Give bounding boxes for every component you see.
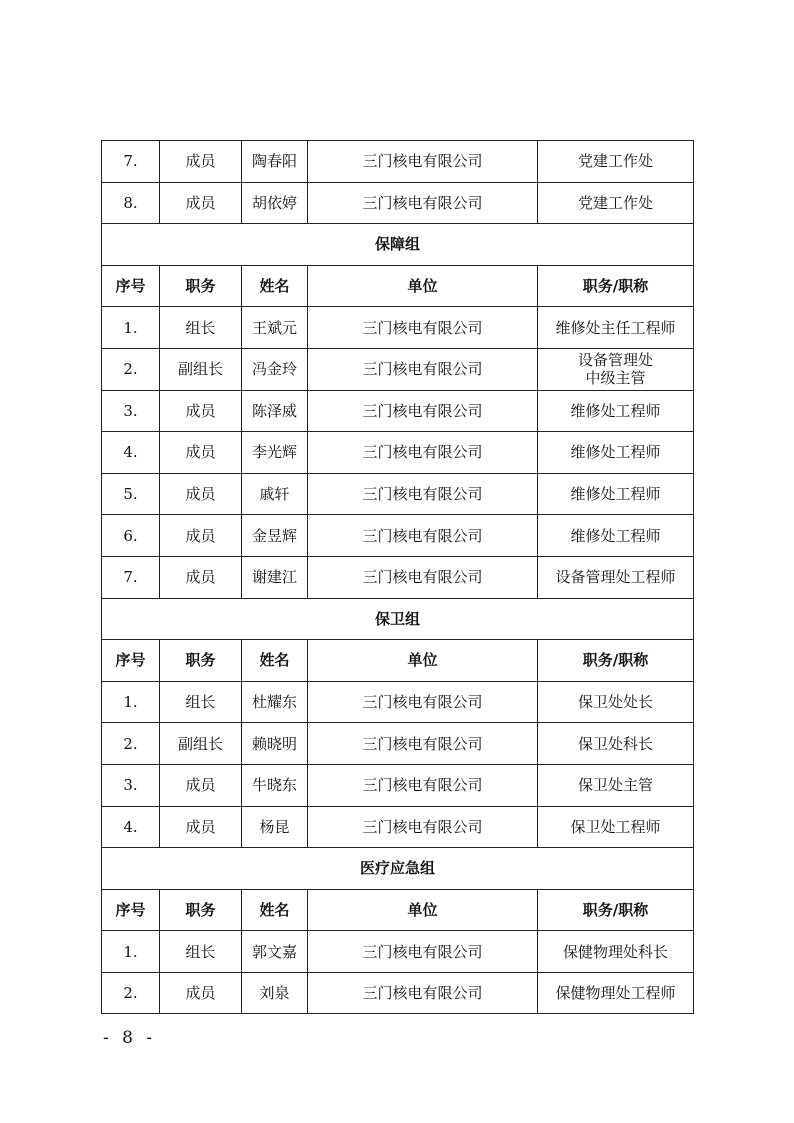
section-title-row xyxy=(102,224,694,266)
cell-title: 维修处工程师 xyxy=(538,515,694,557)
section-title: 医疗应急组 xyxy=(102,848,694,890)
cell-num: 4. xyxy=(102,806,160,848)
header-name: 姓名 xyxy=(242,265,308,307)
header-name: 姓名 xyxy=(242,640,308,682)
header-org: 单位 xyxy=(308,889,538,931)
cell-role: 副组长 xyxy=(160,723,242,765)
header-role: 职务 xyxy=(160,889,242,931)
cell-org: 三门核电有限公司 xyxy=(308,182,538,224)
header-title: 职务/职称 xyxy=(538,889,694,931)
cell-name: 郭文嘉 xyxy=(242,931,308,973)
cell-num: 7. xyxy=(102,141,160,183)
header-num: 序号 xyxy=(102,889,160,931)
table-row xyxy=(102,432,694,474)
cell-num: 3. xyxy=(102,764,160,806)
cell-title: 维修处主任工程师 xyxy=(538,307,694,349)
cell-org: 三门核电有限公司 xyxy=(308,141,538,183)
table-row xyxy=(102,348,694,390)
table-row xyxy=(102,681,694,723)
cell-title-line: 中级主管 xyxy=(585,369,646,388)
cell-org: 三门核电有限公司 xyxy=(308,723,538,765)
cell-role: 成员 xyxy=(160,390,242,432)
header-role: 职务 xyxy=(160,640,242,682)
cell-name: 杜耀东 xyxy=(242,681,308,723)
cell-org: 三门核电有限公司 xyxy=(308,931,538,973)
cell-name: 赖晓明 xyxy=(242,723,308,765)
cell-role: 副组长 xyxy=(160,348,242,390)
section-title: 保障组 xyxy=(102,224,694,266)
section-title: 保卫组 xyxy=(102,598,694,640)
cell-title: 保卫处科长 xyxy=(538,723,694,765)
header-row xyxy=(102,640,694,682)
cell-org: 三门核电有限公司 xyxy=(308,348,538,390)
cell-title-line: 设备管理处 xyxy=(577,351,653,370)
cell-title: 党建工作处 xyxy=(538,141,694,183)
header-org: 单位 xyxy=(308,640,538,682)
table-row xyxy=(102,806,694,848)
header-title: 职务/职称 xyxy=(538,265,694,307)
cell-role: 组长 xyxy=(160,931,242,973)
cell-name: 陈泽威 xyxy=(242,390,308,432)
cell-role: 成员 xyxy=(160,515,242,557)
header-org: 单位 xyxy=(308,265,538,307)
cell-name: 刘泉 xyxy=(242,972,308,1014)
cell-name: 戚轩 xyxy=(242,473,308,515)
cell-org: 三门核电有限公司 xyxy=(308,432,538,474)
header-title: 职务/职称 xyxy=(538,640,694,682)
cell-org: 三门核电有限公司 xyxy=(308,681,538,723)
cell-org: 三门核电有限公司 xyxy=(308,473,538,515)
section-title-row xyxy=(102,598,694,640)
cell-title: 党建工作处 xyxy=(538,182,694,224)
header-name: 姓名 xyxy=(242,889,308,931)
cell-title: 保卫处工程师 xyxy=(538,806,694,848)
table-row xyxy=(102,515,694,557)
cell-num: 3. xyxy=(102,390,160,432)
cell-name: 金昱辉 xyxy=(242,515,308,557)
roster-body xyxy=(102,141,694,1014)
cell-num: 1. xyxy=(102,307,160,349)
cell-name: 谢建江 xyxy=(242,556,308,598)
cell-num: 1. xyxy=(102,931,160,973)
table-row xyxy=(102,141,694,183)
cell-title: 维修处工程师 xyxy=(538,432,694,474)
cell-title xyxy=(538,348,694,390)
cell-role: 成员 xyxy=(160,972,242,1014)
cell-title: 维修处工程师 xyxy=(538,390,694,432)
table-row xyxy=(102,931,694,973)
cell-role: 成员 xyxy=(160,473,242,515)
header-num: 序号 xyxy=(102,640,160,682)
cell-num: 4. xyxy=(102,432,160,474)
cell-name: 冯金玲 xyxy=(242,348,308,390)
cell-name: 李光辉 xyxy=(242,432,308,474)
cell-org: 三门核电有限公司 xyxy=(308,806,538,848)
cell-num: 8. xyxy=(102,182,160,224)
cell-role: 成员 xyxy=(160,556,242,598)
cell-title: 维修处工程师 xyxy=(538,473,694,515)
cell-role: 成员 xyxy=(160,182,242,224)
cell-title: 保卫处主管 xyxy=(538,764,694,806)
cell-num: 1. xyxy=(102,681,160,723)
cell-name: 杨昆 xyxy=(242,806,308,848)
header-role: 职务 xyxy=(160,265,242,307)
table-row xyxy=(102,556,694,598)
cell-name: 陶春阳 xyxy=(242,141,308,183)
cell-org: 三门核电有限公司 xyxy=(308,764,538,806)
cell-name: 王斌元 xyxy=(242,307,308,349)
cell-role: 组长 xyxy=(160,307,242,349)
cell-org: 三门核电有限公司 xyxy=(308,556,538,598)
cell-role: 组长 xyxy=(160,681,242,723)
table-row xyxy=(102,764,694,806)
cell-name: 胡依婷 xyxy=(242,182,308,224)
table-row xyxy=(102,723,694,765)
cell-org: 三门核电有限公司 xyxy=(308,515,538,557)
cell-role: 成员 xyxy=(160,764,242,806)
cell-title: 保健物理处工程师 xyxy=(538,972,694,1014)
cell-num: 6. xyxy=(102,515,160,557)
roster-table xyxy=(101,140,694,1014)
header-num: 序号 xyxy=(102,265,160,307)
table-row xyxy=(102,182,694,224)
table-row xyxy=(102,390,694,432)
header-row xyxy=(102,889,694,931)
cell-title: 设备管理处工程师 xyxy=(538,556,694,598)
table-row xyxy=(102,307,694,349)
cell-org: 三门核电有限公司 xyxy=(308,307,538,349)
cell-role: 成员 xyxy=(160,806,242,848)
table-row xyxy=(102,473,694,515)
cell-role: 成员 xyxy=(160,432,242,474)
cell-org: 三门核电有限公司 xyxy=(308,390,538,432)
section-title-row xyxy=(102,848,694,890)
page-number: - 8 - xyxy=(103,1028,157,1048)
cell-num: 2. xyxy=(102,723,160,765)
cell-num: 2. xyxy=(102,348,160,390)
cell-num: 7. xyxy=(102,556,160,598)
header-row xyxy=(102,265,694,307)
cell-title: 保卫处处长 xyxy=(538,681,694,723)
table-row xyxy=(102,972,694,1014)
cell-role: 成员 xyxy=(160,141,242,183)
cell-title: 保健物理处科长 xyxy=(538,931,694,973)
cell-num: 2. xyxy=(102,972,160,1014)
cell-org: 三门核电有限公司 xyxy=(308,972,538,1014)
cell-num: 5. xyxy=(102,473,160,515)
cell-name: 牛晓东 xyxy=(242,764,308,806)
